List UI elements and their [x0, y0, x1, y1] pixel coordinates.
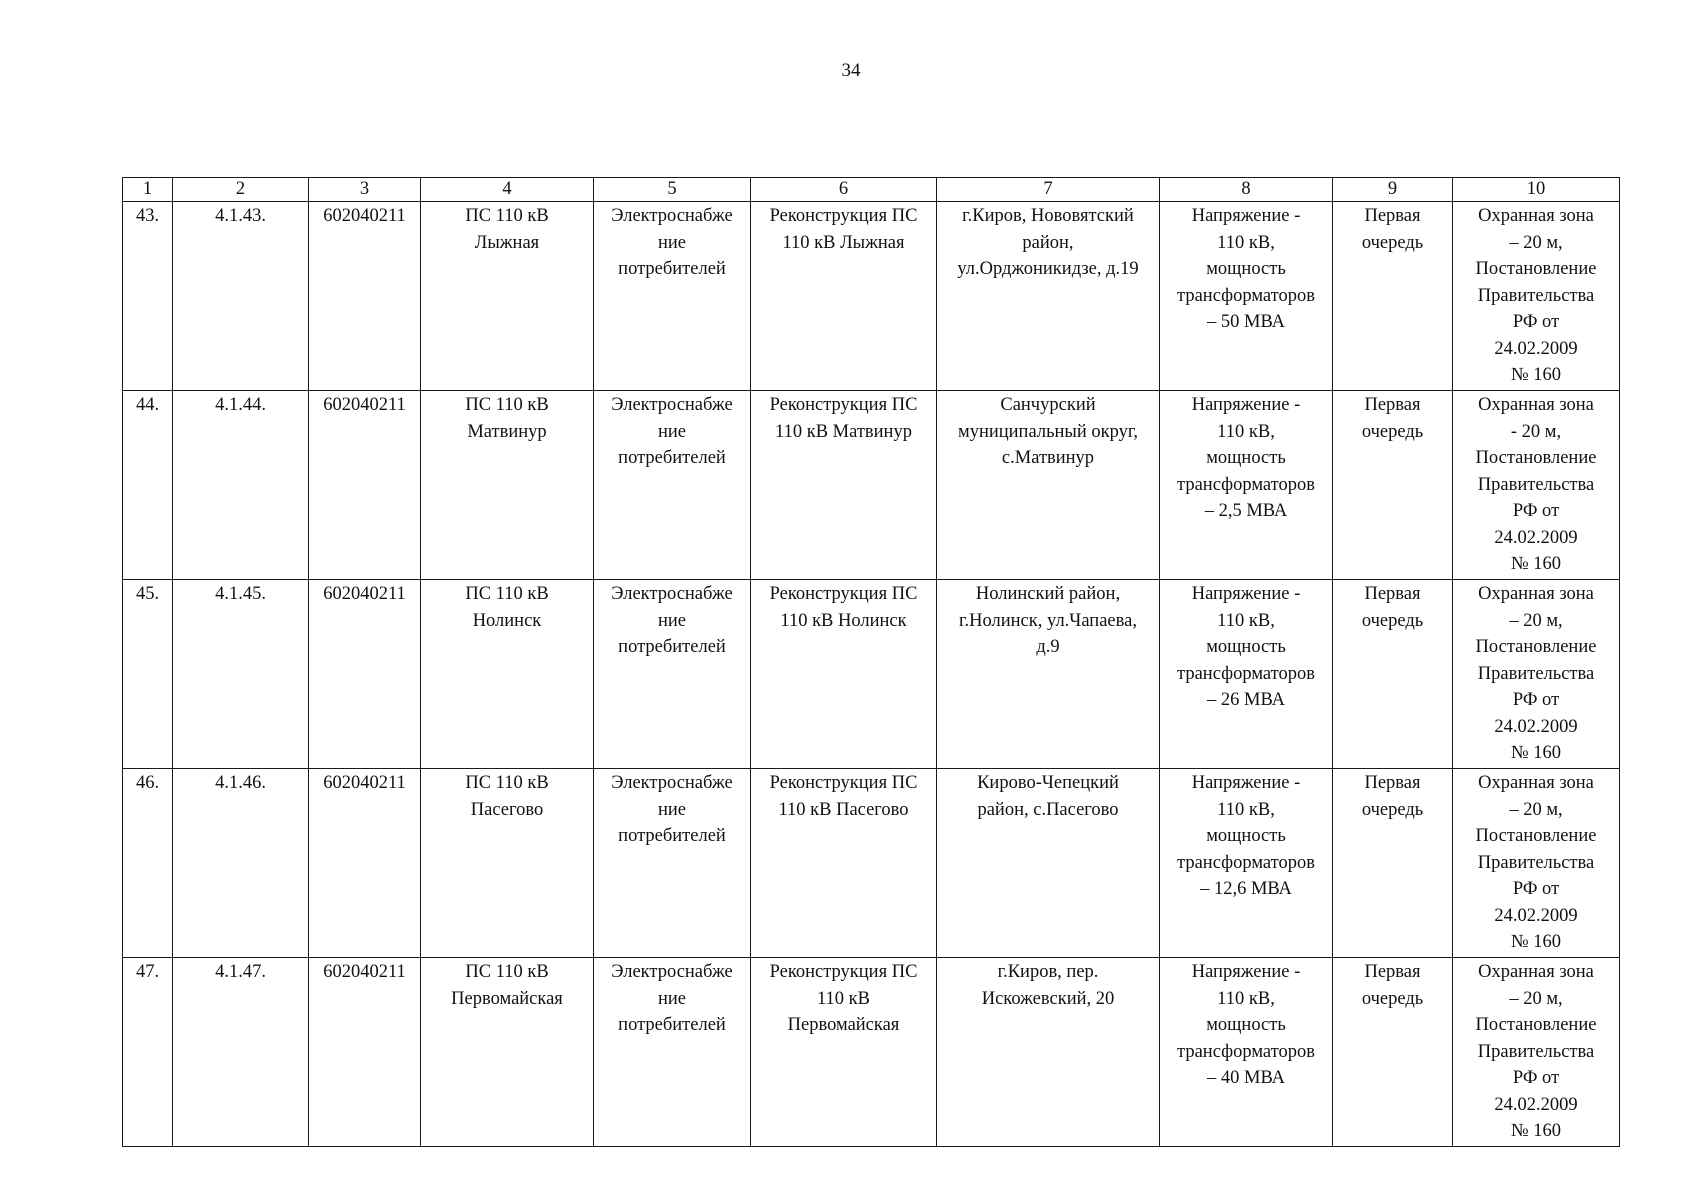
protection-zone-cell: [1453, 958, 1620, 1147]
cell-line: Правительства: [1477, 1041, 1595, 1062]
column-header-5: 5: [594, 178, 751, 202]
cell-line: Правительства: [1477, 474, 1595, 495]
action-cell: [751, 202, 937, 391]
column-header-3: 3: [309, 178, 421, 202]
cell-line: – 20 м,: [1509, 610, 1563, 631]
cell-line: д.9: [1036, 637, 1060, 657]
protection-zone-cell: [1453, 769, 1620, 958]
cell-line: 24.02.2009: [1494, 527, 1578, 548]
action-cell: [751, 580, 937, 769]
cell-line: ул.Орджоникидзе, д.19: [957, 259, 1139, 279]
cell-line: Напряжение -: [1191, 773, 1301, 793]
object-name-cell: [421, 202, 594, 391]
cell-line: очередь: [1361, 421, 1424, 442]
object-id-cell: 602040211: [309, 769, 421, 958]
object-name-cell: [421, 580, 594, 769]
cell-line: Электроснабже: [611, 584, 733, 604]
cell-line: Электроснабже: [611, 206, 733, 226]
cell-line: 110 кВ,: [1217, 610, 1275, 631]
object-name-cell: [421, 769, 594, 958]
cell-line: ПС 110 кВ: [465, 584, 549, 604]
cell-line: Первая: [1364, 584, 1421, 604]
table-row: [123, 769, 1620, 958]
cell-line: трансформаторов: [1177, 852, 1315, 873]
cell-line: ПС 110 кВ: [465, 395, 549, 415]
object-name-cell: [421, 958, 594, 1147]
cell-line: Нолинский район,: [975, 584, 1121, 604]
cell-line: 24.02.2009: [1494, 338, 1578, 359]
cell-line: 110 кВ Лыжная: [782, 232, 905, 253]
table-row: [123, 958, 1620, 1147]
cell-line: Постановление: [1475, 826, 1597, 846]
cell-line: 110 кВ Пасегово: [778, 799, 909, 820]
column-header-4: 4: [421, 178, 594, 202]
cell-line: ПС 110 кВ: [465, 773, 549, 793]
cell-line: 24.02.2009: [1494, 716, 1578, 737]
table-row: [123, 202, 1620, 391]
column-header-7: 7: [937, 178, 1160, 202]
cell-line: Кирово-Чепецкий: [977, 773, 1119, 793]
cell-line: Искожевский, 20: [981, 988, 1115, 1009]
specifications-cell: [1160, 580, 1333, 769]
table-body: [123, 202, 1620, 1147]
cell-line: 110 кВ: [816, 988, 871, 1009]
cell-line: потребителей: [618, 1015, 726, 1035]
object-id-cell: 602040211: [309, 391, 421, 580]
cell-line: ние: [657, 799, 686, 820]
cell-line: Охранная зона: [1478, 584, 1594, 604]
cell-line: очередь: [1361, 610, 1424, 631]
priority-cell: [1333, 958, 1453, 1147]
cell-line: Охранная зона: [1478, 206, 1594, 226]
cell-line: № 160: [1510, 932, 1562, 952]
purpose-cell: [594, 391, 751, 580]
cell-line: Правительства: [1477, 852, 1595, 873]
cell-line: РФ от: [1512, 879, 1560, 899]
cell-line: Напряжение -: [1191, 206, 1301, 226]
cell-line: мощность: [1206, 448, 1286, 468]
cell-line: Первая: [1364, 773, 1421, 793]
cell-line: район,: [1022, 232, 1074, 253]
cell-line: – 40 МВА: [1207, 1068, 1285, 1088]
cell-line: РФ от: [1512, 312, 1560, 332]
cell-line: - 20 м,: [1510, 421, 1562, 442]
cell-line: г.Киров, Нововятский: [962, 206, 1134, 226]
column-header-2: 2: [173, 178, 309, 202]
cell-line: муниципальный округ,: [958, 421, 1138, 442]
column-header-1: 1: [123, 178, 173, 202]
protection-zone-cell: [1453, 202, 1620, 391]
priority-cell: [1333, 391, 1453, 580]
action-cell: [751, 391, 937, 580]
cell-line: Первая: [1364, 962, 1421, 982]
location-cell: [937, 202, 1160, 391]
purpose-cell: [594, 769, 751, 958]
cell-line: ние: [657, 610, 686, 631]
cell-line: потребителей: [618, 637, 726, 657]
cell-line: потребителей: [618, 826, 726, 846]
cell-line: Матвинур: [467, 421, 547, 442]
cell-line: № 160: [1510, 1121, 1562, 1141]
location-cell: [937, 580, 1160, 769]
cell-line: – 20 м,: [1509, 988, 1563, 1009]
column-header-9: 9: [1333, 178, 1453, 202]
page-number: 34: [841, 60, 861, 81]
cell-line: Электроснабже: [611, 395, 733, 415]
cell-line: Реконструкция ПС: [769, 206, 918, 226]
purpose-cell: [594, 958, 751, 1147]
priority-cell: [1333, 769, 1453, 958]
cell-line: 110 кВ,: [1217, 232, 1275, 253]
cell-line: 24.02.2009: [1494, 905, 1578, 926]
cell-line: 24.02.2009: [1494, 1094, 1578, 1115]
specifications-cell: [1160, 958, 1333, 1147]
cell-line: Реконструкция ПС: [769, 395, 918, 415]
cell-line: Постановление: [1475, 637, 1597, 657]
row-number-cell: 46.: [123, 769, 173, 958]
cell-line: Первомайская: [787, 1015, 900, 1035]
cell-line: ние: [657, 232, 686, 253]
cell-line: Лыжная: [474, 232, 540, 253]
object-name-cell: [421, 391, 594, 580]
cell-line: очередь: [1361, 232, 1424, 253]
cell-line: – 26 МВА: [1207, 690, 1285, 710]
cell-line: трансформаторов: [1177, 663, 1315, 684]
cell-line: Напряжение -: [1191, 584, 1301, 604]
cell-line: Первомайская: [451, 988, 563, 1009]
cell-line: Постановление: [1475, 448, 1597, 468]
cell-line: Реконструкция ПС: [769, 962, 918, 982]
cell-line: ПС 110 кВ: [465, 962, 549, 982]
cell-line: 110 кВ Матвинур: [775, 421, 912, 442]
cell-line: трансформаторов: [1177, 285, 1315, 306]
purpose-cell: [594, 202, 751, 391]
object-id-cell: 602040211: [309, 580, 421, 769]
cell-line: мощность: [1206, 259, 1286, 279]
cell-line: Правительства: [1477, 663, 1595, 684]
cell-line: Охранная зона: [1478, 962, 1594, 982]
specifications-cell: [1160, 769, 1333, 958]
cell-line: – 12,6 МВА: [1200, 879, 1292, 899]
item-code-cell: 4.1.44.: [173, 391, 309, 580]
cell-line: с.Матвинур: [1001, 448, 1095, 468]
location-cell: [937, 391, 1160, 580]
cell-line: Нолинск: [472, 610, 542, 631]
cell-line: Первая: [1364, 206, 1421, 226]
location-cell: [937, 769, 1160, 958]
cell-line: РФ от: [1512, 501, 1560, 521]
cell-line: Охранная зона: [1478, 773, 1594, 793]
cell-line: г.Киров, пер.: [997, 962, 1099, 982]
priority-cell: [1333, 580, 1453, 769]
action-cell: [751, 769, 937, 958]
cell-line: г.Нолинск, ул.Чапаева,: [959, 610, 1137, 631]
cell-line: трансформаторов: [1177, 1041, 1315, 1062]
table-header-row: [123, 178, 1620, 202]
cell-line: ние: [657, 988, 686, 1009]
cell-line: – 50 МВА: [1207, 312, 1285, 332]
cell-line: – 20 м,: [1509, 799, 1563, 820]
action-cell: [751, 958, 937, 1147]
cell-line: – 20 м,: [1509, 232, 1563, 253]
specifications-cell: [1160, 202, 1333, 391]
cell-line: 110 кВ Нолинск: [780, 610, 907, 631]
cell-line: потребителей: [618, 259, 726, 279]
table-row: [123, 580, 1620, 769]
cell-line: ПС 110 кВ: [465, 206, 549, 226]
cell-line: Электроснабже: [611, 962, 733, 982]
specifications-cell: [1160, 391, 1333, 580]
cell-line: Охранная зона: [1478, 395, 1594, 415]
cell-line: 110 кВ,: [1217, 799, 1275, 820]
cell-line: Правительства: [1477, 285, 1595, 306]
cell-line: № 160: [1510, 365, 1562, 385]
cell-line: РФ от: [1512, 1068, 1560, 1088]
table-row: [123, 391, 1620, 580]
cell-line: Реконструкция ПС: [769, 584, 918, 604]
row-number-cell: 44.: [123, 391, 173, 580]
cell-line: Первая: [1364, 395, 1421, 415]
cell-line: 110 кВ,: [1217, 421, 1275, 442]
column-header-8: 8: [1160, 178, 1333, 202]
cell-line: трансформаторов: [1177, 474, 1315, 495]
cell-line: очередь: [1361, 799, 1424, 820]
cell-line: РФ от: [1512, 690, 1560, 710]
item-code-cell: 4.1.46.: [173, 769, 309, 958]
cell-line: Реконструкция ПС: [769, 773, 918, 793]
cell-line: район, с.Пасегово: [977, 799, 1119, 820]
row-number-cell: 47.: [123, 958, 173, 1147]
cell-line: Напряжение -: [1191, 962, 1301, 982]
protection-zone-cell: [1453, 580, 1620, 769]
purpose-cell: [594, 580, 751, 769]
cell-line: Пасегово: [470, 799, 544, 820]
item-code-cell: 4.1.45.: [173, 580, 309, 769]
column-header-6: 6: [751, 178, 937, 202]
cell-line: 110 кВ,: [1217, 988, 1275, 1009]
protection-zone-cell: [1453, 391, 1620, 580]
cell-line: Постановление: [1475, 1015, 1597, 1035]
cell-line: Постановление: [1475, 259, 1597, 279]
object-id-cell: 602040211: [309, 202, 421, 391]
facilities-table: [122, 177, 1620, 1147]
cell-line: мощность: [1206, 637, 1286, 657]
cell-line: очередь: [1361, 988, 1424, 1009]
cell-line: № 160: [1510, 554, 1562, 574]
item-code-cell: 4.1.47.: [173, 958, 309, 1147]
priority-cell: [1333, 202, 1453, 391]
cell-line: потребителей: [618, 448, 726, 468]
cell-line: Санчурский: [1000, 395, 1096, 415]
cell-line: мощность: [1206, 1015, 1286, 1035]
column-header-10: 10: [1453, 178, 1620, 202]
row-number-cell: 43.: [123, 202, 173, 391]
cell-line: – 2,5 МВА: [1204, 501, 1288, 521]
location-cell: [937, 958, 1160, 1147]
cell-line: № 160: [1510, 743, 1562, 763]
cell-line: мощность: [1206, 826, 1286, 846]
object-id-cell: 602040211: [309, 958, 421, 1147]
cell-line: ние: [657, 421, 686, 442]
item-code-cell: 4.1.43.: [173, 202, 309, 391]
cell-line: Напряжение -: [1191, 395, 1301, 415]
row-number-cell: 45.: [123, 580, 173, 769]
cell-line: Электроснабже: [611, 773, 733, 793]
